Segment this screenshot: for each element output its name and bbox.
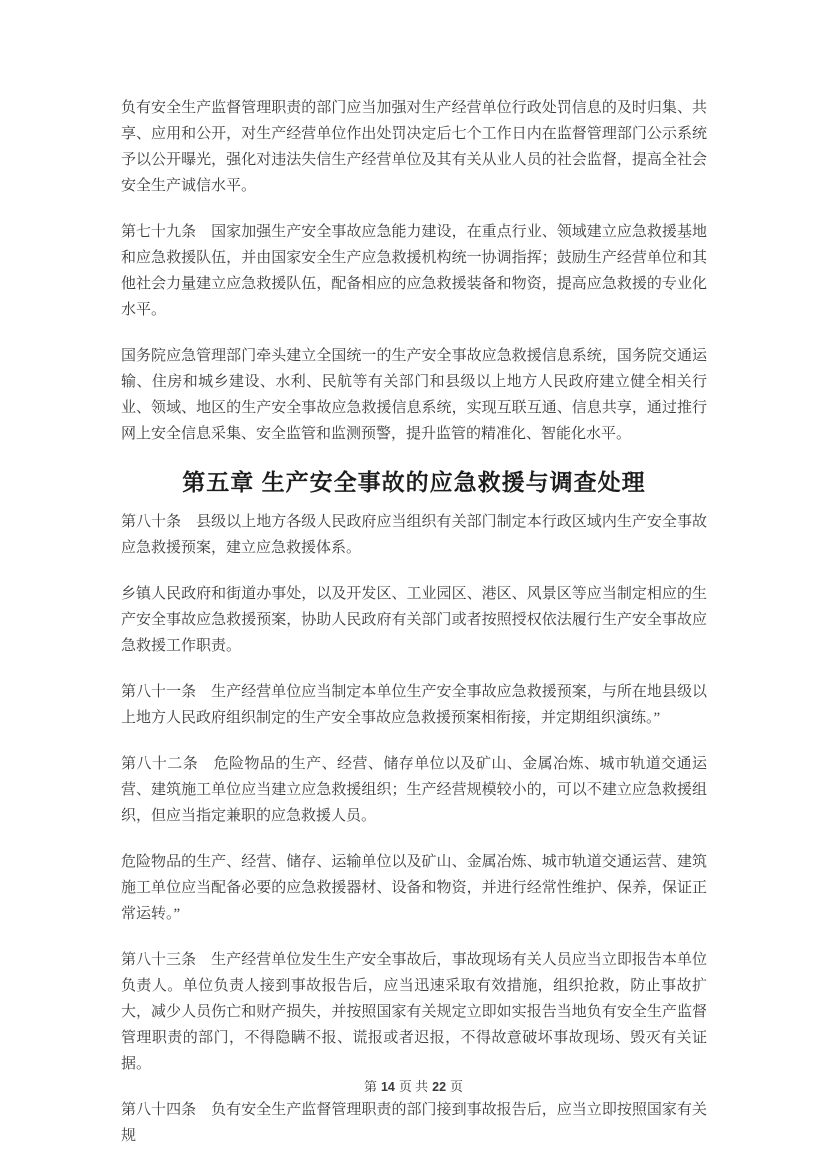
paragraph-article-83: 第八十三条 生产经营单位发生生产安全事故后，事故现场有关人员应当立即报告本单位负责人。单位负责人接到事故报告后，应当迅速采取有效措施，组织抢救，防止事故扩大，减少人员伤亡和财产损失，并按照国家有关规定立即如实报告当地负有安全生产监督管理职责的部门，不得隐瞒不报、谎报或者迟报，不得故意破坏事故现场、毁灭有关证据。: [121, 952, 707, 1072]
footer-label-pages: 页: [450, 1079, 464, 1094]
chapter-heading: 第五章 生产安全事故的应急救援与调查处理: [182, 469, 646, 495]
footer-page-number: 14: [380, 1080, 395, 1094]
page-footer: [0, 1078, 827, 1096]
paragraph: 国务院应急管理部门牵头建立全国统一的生产安全事故应急救援信息系统，国务院交通运输、住房和城乡建设、水利、民航等有关部门和县级以上地方人民政府建立健全相关行业、领域、地区的生产安全事故应急救援信息系统，实现互联互通、信息共享，通过推行网上安全信息采集、安全监管和监测预警，提升监管的精准化、智能化水平。: [121, 348, 707, 442]
paragraph-article-80: 第八十条 县级以上地方各级人民政府应当组织有关部门制定本行政区域内生产安全事故应急救援预案，建立应急救援体系。: [121, 514, 707, 556]
footer-total-pages: 22: [432, 1080, 447, 1094]
paragraph-article-79: 第七十九条 国家加强生产安全事故应急能力建设，在重点行业、领域建立应急救援基地和应急救援队伍，并由国家安全生产应急救援机构统一协调指挥；鼓励生产经营单位和其他社会力量建立应急救援队伍，配备相应的应急救援装备和物资，提高应急救援的专业化水平。: [121, 224, 707, 318]
footer-label-of: 页 共: [398, 1079, 429, 1094]
paragraph: 危险物品的生产、经营、储存、运输单位以及矿山、金属冶炼、城市轨道交通运营、建筑施工单位应当配备必要的应急救援器材、设备和物资，并进行经常性维护、保养，保证正常运转。”: [121, 854, 707, 922]
paragraph-article-82: 第八十二条 危险物品的生产、经营、储存单位以及矿山、金属冶炼、城市轨道交通运营、建筑施工单位应当建立应急救援组织；生产经营规模较小的，可以不建立应急救援组织，但应当指定兼职的应急救援人员。: [121, 756, 707, 824]
paragraph: 乡镇人民政府和街道办事处，以及开发区、工业园区、港区、风景区等应当制定相应的生产安全事故应急救援预案，协助人民政府有关部门或者按照授权依法履行生产安全事故应急救援工作职责。: [121, 586, 707, 654]
paragraph: 负有安全生产监督管理职责的部门应当加强对生产经营单位行政处罚信息的及时归集、共享、应用和公开，对生产经营单位作出处罚决定后七个工作日内在监督管理部门公示系统予以公开曝光，强化对违法失信生产经营单位及其有关从业人员的社会监督，提高全社会安全生产诚信水平。: [121, 100, 707, 194]
footer-label-page: 第: [363, 1079, 377, 1094]
paragraph-article-84: 第八十四条 负有安全生产监督管理职责的部门接到事故报告后，应当立即按照国家有关规: [121, 1102, 707, 1144]
paragraph-article-81: 第八十一条 生产经营单位应当制定本单位生产安全事故应急救援预案，与所在地县级以上地方人民政府组织制定的生产安全事故应急救援预案相衔接，并定期组织演练。”: [121, 684, 707, 726]
document-body: [121, 95, 707, 1169]
